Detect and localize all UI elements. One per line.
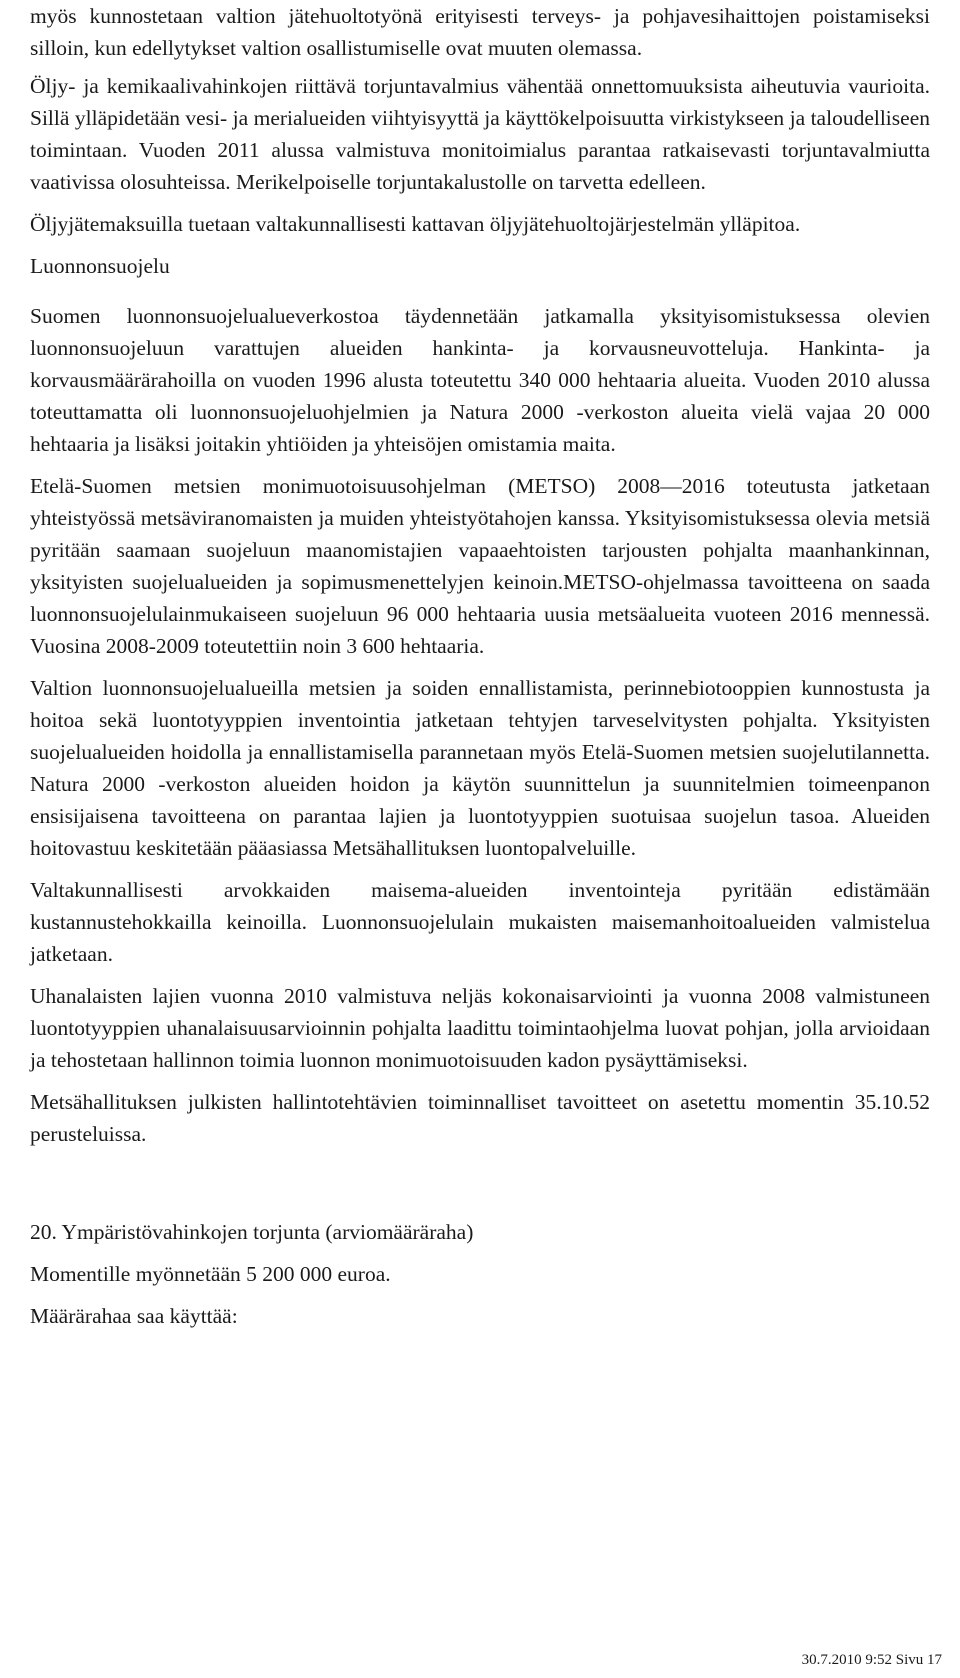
paragraph-conservation-network: Suomen luonnonsuojelualueverkostoa täydennetään jatkamalla yksityisomistuksessa olevien luonnonsuojeluun varattujen alueiden hankinta- ja korvausneuvotteluja. Hankinta- ja korvausmäärärahoilla on vuoden 1996 alusta toteutettu 340 000 hehtaaria alueita. Vuoden 2010 alussa toteuttamatta oli luonnonsuojeluohjelmien ja Natura 2000 -verkoston alueita vielä vajaa 20 000 hehtaaria ja lisäksi joitakin yhtiöiden ja yhteisöjen omistamia maita. — [30, 304, 930, 456]
paragraph-landscape: Valtakunnallisesti arvokkaiden maisema-alueiden inventointeja pyritään edistämään kustannustehokkailla keinoilla. Luonnonsuojelulain mukaisten maisemanhoitoalueiden valmistelua jatketaan. — [30, 878, 930, 966]
paragraph-oil-spill: Öljy- ja kemikaalivahinkojen riittävä torjuntavalmius vähentää onnettomuuksista aiheutuvia vaurioita. Sillä ylläpidetään vesi- ja merialueiden viihtyisyyttä ja käyttökelpoisuutta virkistykseen ja taloudelliseen toimintaan. Vuoden 2011 alussa valmistuva monitoimialus parantaa ratkaisevasti torjuntavalmiutta vaativissa olosuhteissa. Merikelpoiselle torjuntakalustolle on tarvetta edelleen. — [30, 74, 930, 194]
usage-statement: Määrärahaa saa käyttää: — [30, 1304, 238, 1328]
paragraph-endangered-species: Uhanalaisten lajien vuonna 2010 valmistuva neljäs kokonaisarviointi ja vuonna 2008 valmistuneen luontotyyppien uhanalaisuusarvioinnin pohjalta laadittu toimintaohjelma luovat pohjan, jolla arvioidaan ja tehostetaan hallinnon toimia luonnon monimuotoisuuden kadon pysäyttämiseksi. — [30, 984, 930, 1072]
section-title: 20. Ympäristövahinkojen torjunta (arviomääräraha) — [30, 1220, 474, 1244]
paragraph-restoration: Valtion luonnonsuojelualueilla metsien ja soiden ennallistamista, perinnebiotooppien kunnostusta ja hoitoa sekä luontotyyppien inventointia jatketaan tehtyjen tarveselvitysten pohjalta. Yksityisten suojelualueiden hoidolla ja ennallistamisella parannetaan myös Etelä-Suomen metsien suojelutilannetta. Natura 2000 -verkoston alueiden hoidon ja käytön suunnittelun ja suunnitelmien toimeenpanon ensisijaisena tavoitteena on parantaa lajien ja luontotyyppien suotuisaa suojelun tasoa. Alueiden hoitovastuu keskitetään pääasiassa Metsähallituksen luontopalveluille. — [30, 676, 930, 860]
heading-nature-conservation: Luonnonsuojelu — [30, 254, 170, 278]
paragraph-oil-waste: Öljyjätemaksuilla tuetaan valtakunnallisesti kattavan öljyjätehuoltojärjestelmän ylläpitoa. — [30, 212, 801, 236]
paragraph-metso: Etelä-Suomen metsien monimuotoisuusohjelman (METSO) 2008—2016 toteutusta jatketaan yhteistyössä metsäviranomaisten ja muiden yhteistyötahojen kanssa. Yksityisomistuksessa olevia metsiä pyritään saamaan suojeluun maanomistajien vapaaehtoisten tarjousten pohjalta maanhankinnan, yksityisten suojelualueiden ja sopimusmenettelyjen keinoin.METSO-ohjelmassa tavoitteena on saada luonnonsuojelulainmukaiseen suojeluun 96 000 hehtaaria uusia metsäalueita vuoteen 2016 mennessä. Vuosina 2008-2009 toteutettiin noin 3 600 hehtaaria. — [30, 474, 930, 658]
grant-statement: Momentille myönnetään 5 200 000 euroa. — [30, 1262, 391, 1286]
page-footer: 30.7.2010 9:52 Sivu 17 — [801, 1652, 942, 1668]
paragraph-metsahallitus: Metsähallituksen julkisten hallintotehtävien toiminnalliset tavoitteet on asetettu momentin 35.10.52 perusteluissa. — [30, 1090, 930, 1146]
document-body — [30, 0, 930, 1332]
paragraph-waste-management: myös kunnostetaan valtion jätehuoltotyönä erityisesti terveys- ja pohjavesihaittojen poistamiseksi silloin, kun edellytykset valtion osallistumiselle ovat muuten olemassa. — [30, 4, 930, 60]
